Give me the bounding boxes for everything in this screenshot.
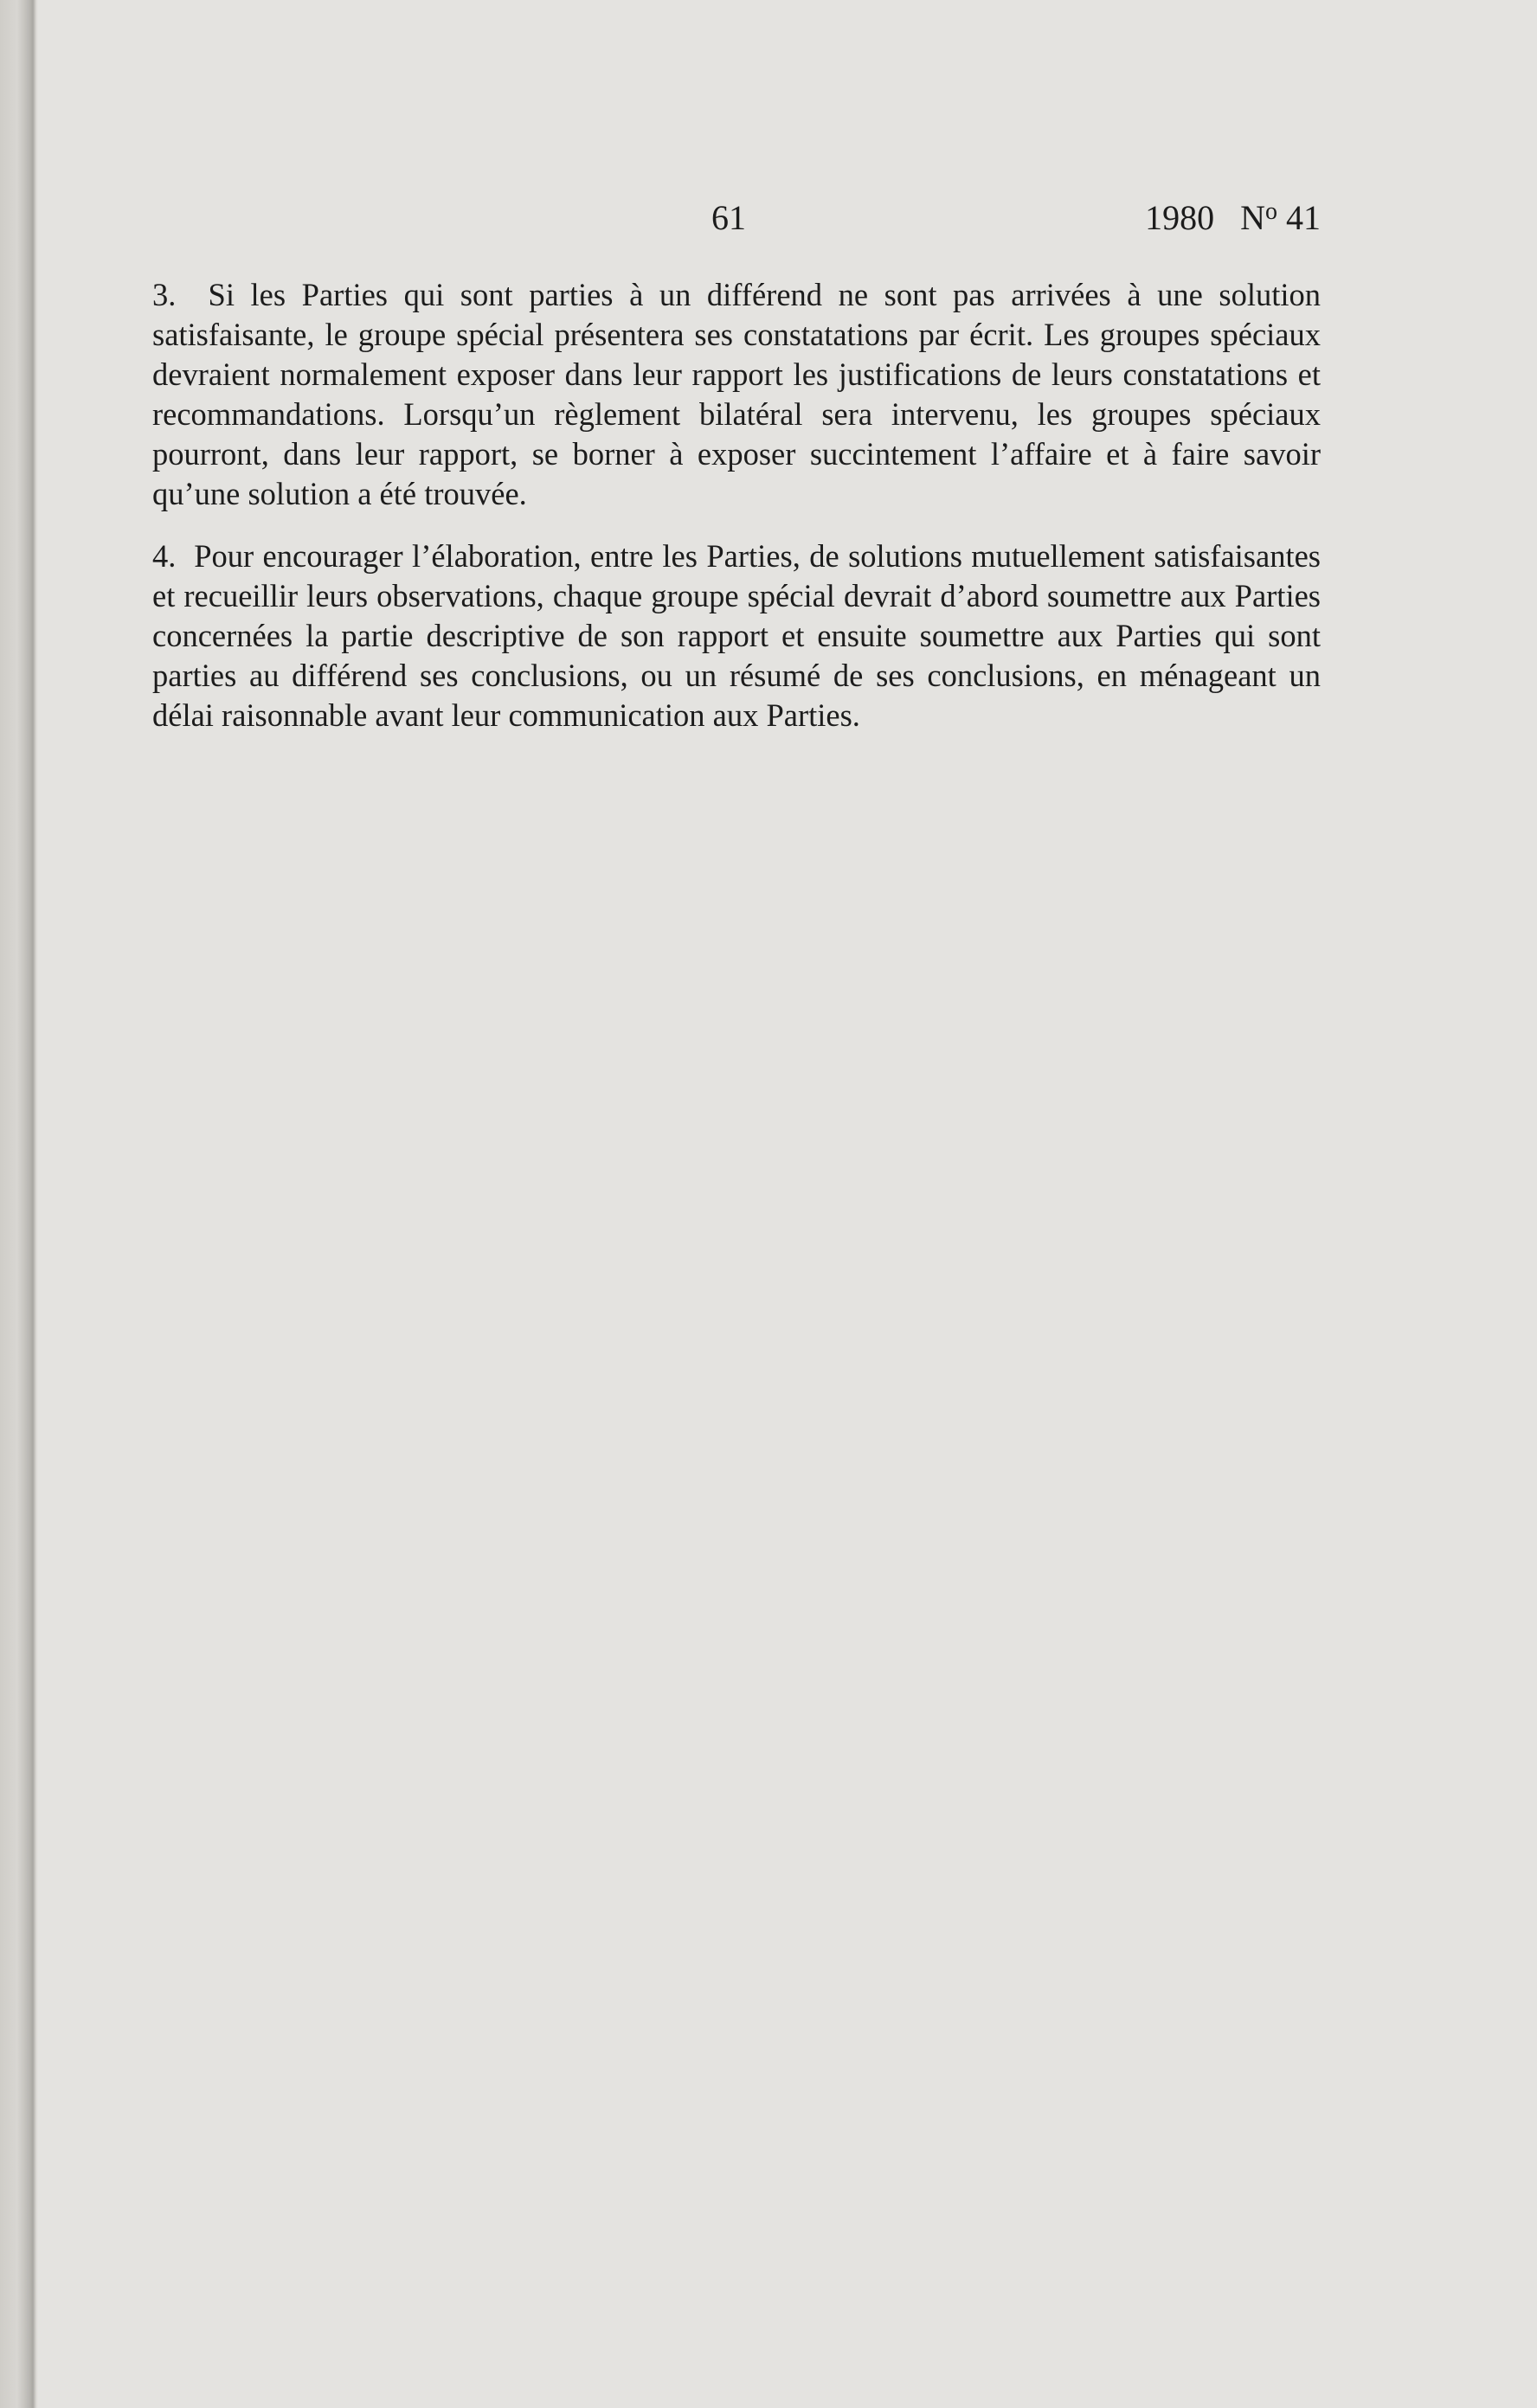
body-text: [152, 275, 1321, 758]
number-superscript: o: [1265, 198, 1277, 225]
paragraph-text: Pour encourager l’élaboration, entre les Parties, de solutions mutuellement satisfaisantes et recueillir leurs observations, chaque groupe spécial devrait d’abord soumettre aux Parties concernées la partie descriptive de son rapport et ensuite soumettre aux Parties qui sont parties au différend ses conclusions, ou un résumé de ses conclusions, en ménageant un délai raisonnable avant leur communication aux Parties.: [152, 538, 1321, 733]
paragraph-number: 4.: [152, 538, 177, 574]
running-header: [152, 197, 1321, 249]
treaty-number: 41: [1286, 198, 1321, 237]
paragraph-4: [152, 536, 1321, 735]
number-prefix: N: [1240, 198, 1265, 237]
paragraph-text: Si les Parties qui sont parties à un différend ne sont pas arrivées à une solution satisfaisante, le groupe spécial présentera ses constatations par écrit. Les groupes spéciaux devraient normalement exposer dans leur rapport les justifications de leurs constatations et recommandations. Lorsqu’un règlement bilatéral sera intervenu, les groupes spéciaux pourront, dans leur rapport, se borner à exposer succintement l’affaire et à faire savoir qu’une solution a été trouvée.: [152, 277, 1322, 511]
treaty-series-reference: [1145, 197, 1321, 238]
paragraph-3: [152, 275, 1321, 514]
page-number: 61: [711, 198, 746, 237]
year: 1980: [1145, 198, 1215, 237]
paragraph-number: 3.: [152, 277, 177, 312]
